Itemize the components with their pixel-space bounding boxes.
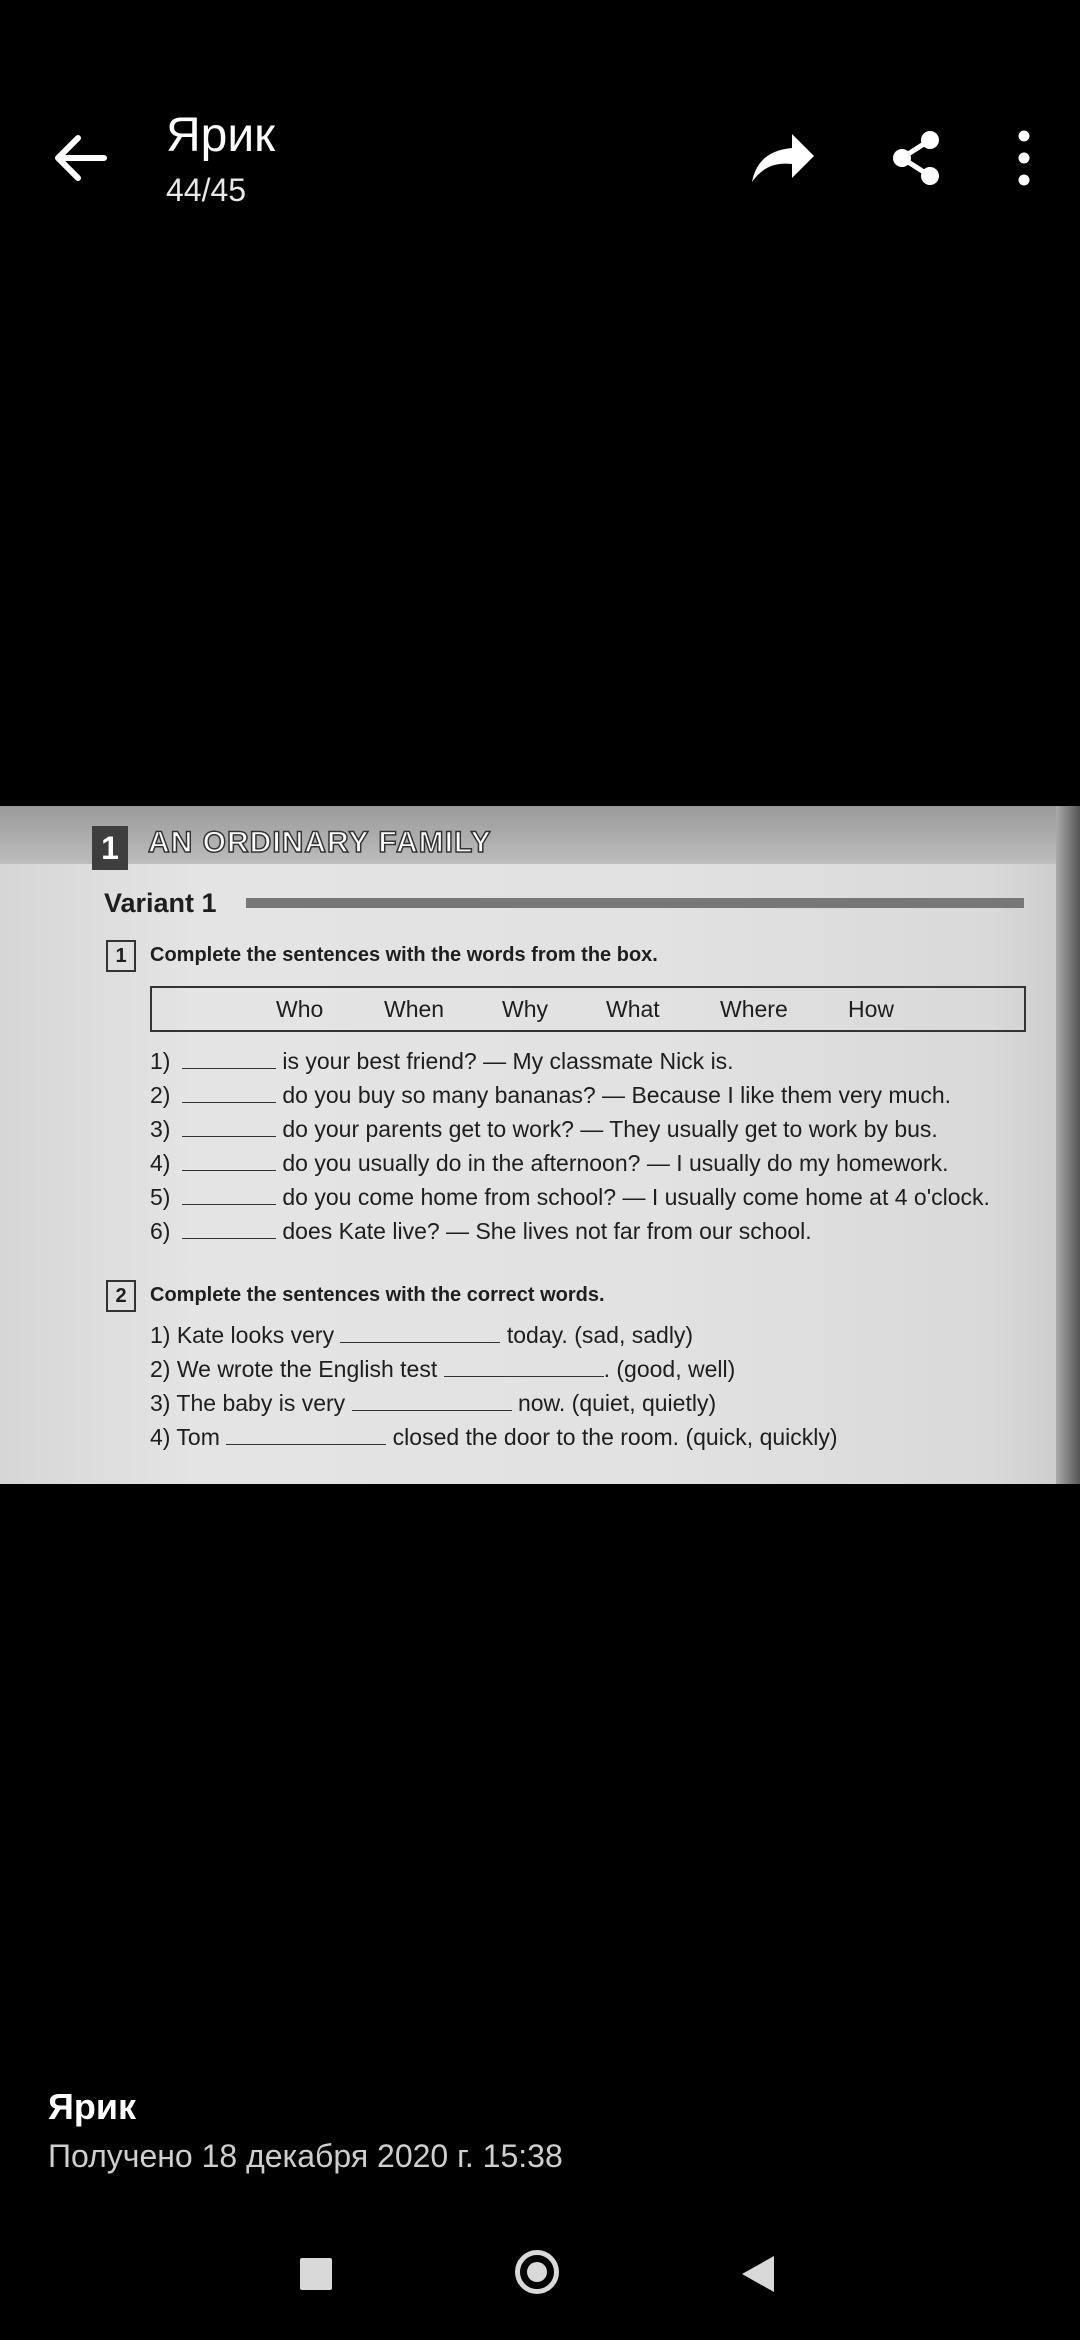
box-word: Where xyxy=(720,996,788,1022)
back-arrow-icon[interactable] xyxy=(48,128,112,188)
variant-heading: Variant 1 xyxy=(104,888,217,918)
unit-number: 1 xyxy=(92,826,128,870)
worksheet-photo[interactable] xyxy=(0,806,1080,1484)
task1-number: 1 xyxy=(106,940,136,972)
task1-item: do you buy so many bananas? — Because I like them very much. xyxy=(182,1082,951,1109)
box-word: Who xyxy=(276,996,324,1022)
box-word: What xyxy=(606,996,660,1022)
back-triangle-icon[interactable] xyxy=(742,2256,774,2292)
task2-item: 2) We wrote the English test . (good, well) xyxy=(150,1356,736,1382)
task2-number: 2 xyxy=(106,1280,136,1312)
task1-item: do your parents get to work? — They usually get to work by bus. xyxy=(182,1116,938,1143)
chat-title: Ярик xyxy=(166,109,276,162)
image-counter: 44/45 xyxy=(166,172,247,208)
book-spine-shadow xyxy=(1056,806,1080,1484)
task2-heading: Complete the sentences with the correct words. xyxy=(150,1284,605,1306)
top-app-bar xyxy=(0,0,1080,260)
box-word: When xyxy=(384,996,445,1022)
task1-item: does Kate live? — She lives not far from our school. xyxy=(182,1218,812,1245)
box-word: How xyxy=(848,996,895,1022)
more-vert-icon[interactable] xyxy=(1012,128,1036,188)
forward-icon[interactable] xyxy=(748,130,818,186)
item-number: 5) xyxy=(150,1184,171,1210)
task1-item: do you come home from school? — I usually come home at 4 o'clock. xyxy=(182,1184,990,1211)
task2-item: 4) Tom closed the door to the room. (quick, quickly) xyxy=(150,1424,838,1450)
item-number: 3) xyxy=(150,1116,171,1142)
item-number: 1) xyxy=(150,1048,171,1074)
sender-name: Ярик xyxy=(48,2086,137,2127)
task1-item: is your best friend? — My classmate Nick is. xyxy=(182,1048,734,1075)
item-number: 4) xyxy=(150,1150,171,1176)
task1-item: do you usually do in the afternoon? — I usually do my homework. xyxy=(182,1150,948,1177)
unit-title: AN ORDINARY FAMILY xyxy=(148,826,492,859)
word-box xyxy=(150,986,1026,1032)
share-icon[interactable] xyxy=(888,128,944,188)
received-timestamp: Получено 18 декабря 2020 г. 15:38 xyxy=(48,2138,563,2174)
task2-item: 3) The baby is very now. (quiet, quietly) xyxy=(150,1390,717,1416)
variant-rule xyxy=(246,898,1024,908)
item-number: 2) xyxy=(150,1082,171,1108)
task2-item: 1) Kate looks very today. (sad, sadly) xyxy=(150,1322,694,1348)
box-word: Why xyxy=(502,996,548,1022)
home-circle-icon[interactable] xyxy=(515,2250,559,2294)
task1-heading: Complete the sentences with the words from the box. xyxy=(150,944,658,966)
recents-square-icon[interactable] xyxy=(300,2258,332,2290)
item-number: 6) xyxy=(150,1218,171,1244)
